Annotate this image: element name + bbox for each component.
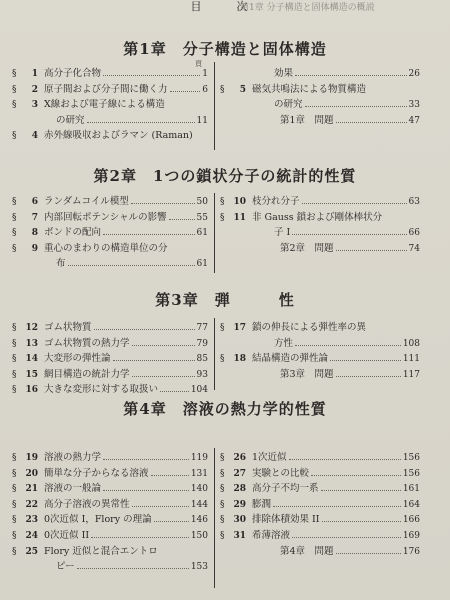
entry-title-cont: ピー <box>56 561 75 573</box>
section-number: 4 <box>31 131 38 142</box>
dot-leader <box>336 122 407 123</box>
dot-leader <box>292 537 401 538</box>
section-mark: § <box>12 453 17 463</box>
dot-leader <box>321 490 401 491</box>
section-mark: § <box>12 338 17 349</box>
dot-leader <box>94 329 195 330</box>
toc-entry <box>12 84 208 96</box>
page-number: 166 <box>402 515 420 526</box>
chapter-1-divider <box>214 62 215 150</box>
page-number: 47 <box>408 115 420 126</box>
dot-leader <box>68 265 195 266</box>
page-number: 111 <box>402 354 420 365</box>
dot-leader <box>336 250 407 251</box>
toc-entry <box>12 468 208 480</box>
section-number: 6 <box>31 197 38 207</box>
entry-title: 重心のまわりの構造単位の分 <box>44 242 168 254</box>
entry-title: 膨潤 <box>252 498 272 510</box>
section-mark: § <box>220 499 225 510</box>
section-mark: § <box>220 531 225 541</box>
toc-continuation <box>274 338 420 350</box>
entry-title: 結晶構造の弾性論 <box>252 353 329 365</box>
dot-leader <box>103 490 189 491</box>
entry-title: 溶液の一般論 <box>44 483 102 495</box>
entry-title: 希薄溶液 <box>252 530 291 541</box>
page-number: 11 <box>196 115 208 126</box>
entry-title: 網目構造の統計力学 <box>44 368 130 380</box>
section-mark: § <box>12 243 17 254</box>
section-mark: § <box>12 69 17 79</box>
page-number: 150 <box>190 531 208 541</box>
dot-leader <box>151 475 189 476</box>
page-number: 119 <box>190 453 208 463</box>
section-number: 16 <box>25 385 38 396</box>
entry-title: 0次近似 I，Flory の理論 <box>44 514 152 526</box>
section-number: 18 <box>233 354 246 365</box>
entry-title: 高分子化合物 <box>44 68 102 79</box>
toc-entry <box>220 84 420 96</box>
page-number: 104 <box>190 385 208 396</box>
entry-title: 大変形の弾性論 <box>44 353 111 365</box>
section-number: 21 <box>25 484 38 495</box>
dot-leader <box>113 360 195 361</box>
chapter-problems-line <box>280 546 420 558</box>
toc-entry <box>220 322 420 334</box>
toc-continuation <box>56 258 208 270</box>
section-number: 9 <box>31 243 38 254</box>
chapter-3-title: 第3章 弾 性 <box>155 291 295 309</box>
entry-title: 高分子不均一系 <box>252 483 319 495</box>
chapter-1-title: 第1章 分子構造と固体構造 <box>123 40 327 58</box>
section-mark: § <box>12 531 17 541</box>
dot-leader <box>132 506 189 507</box>
toc-entry <box>220 353 420 365</box>
page-number: 117 <box>402 369 420 380</box>
section-mark: § <box>220 515 225 526</box>
page-number: 161 <box>402 484 420 495</box>
toc-entry <box>12 514 208 526</box>
dot-leader <box>170 91 201 92</box>
toc-continuation <box>274 68 420 80</box>
page-header-faint: 第1章 分子構造と固体構造の概説 <box>240 3 375 12</box>
problems-label: 第3章 問題 <box>280 368 334 380</box>
page-number: 66 <box>408 228 420 239</box>
page-number: 26 <box>408 69 420 79</box>
page-number: 79 <box>196 338 208 349</box>
toc-entry <box>220 483 420 495</box>
section-number: 2 <box>31 84 38 95</box>
page-number: 108 <box>402 338 420 349</box>
section-mark: § <box>220 197 225 207</box>
entry-title: 大きな変形に対する取扱い <box>44 384 159 396</box>
section-mark: § <box>12 499 17 510</box>
entry-title-cont: 方性 <box>274 337 294 349</box>
entry-title: 1次近似 <box>252 452 287 463</box>
section-number: 31 <box>233 531 246 541</box>
page-number: 77 <box>196 323 208 333</box>
dot-leader <box>289 459 401 460</box>
toc-entry <box>12 546 208 558</box>
dot-leader <box>336 553 401 554</box>
section-number: 24 <box>25 531 38 541</box>
page-number: 85 <box>196 354 208 365</box>
dot-leader <box>103 459 189 460</box>
dot-leader <box>273 506 401 507</box>
page-mark: 頁 <box>195 60 202 68</box>
dot-leader <box>292 234 406 235</box>
problems-label: 第4章 問題 <box>280 545 334 557</box>
section-mark: § <box>12 84 17 95</box>
entry-title: 原子間および分子間に働く力 <box>44 83 168 95</box>
section-mark: § <box>12 323 17 333</box>
dot-leader <box>330 360 401 361</box>
section-mark: § <box>12 546 17 557</box>
section-number: 27 <box>233 468 246 479</box>
section-number: 13 <box>25 338 38 349</box>
toc-entry <box>220 452 420 464</box>
section-number: 29 <box>233 499 246 510</box>
section-number: 1 <box>31 69 38 79</box>
section-number: 5 <box>239 84 246 95</box>
entry-title: Flory 近似と混合エントロ <box>44 545 158 557</box>
entry-title-cont: の研究 <box>274 99 303 111</box>
page-number: 55 <box>196 212 208 223</box>
toc-entry <box>220 499 420 511</box>
chapter-2-divider <box>214 193 215 273</box>
entry-title: ランダムコイル模型 <box>44 196 129 207</box>
entry-title: 赤外線吸収およびラマン (Raman) <box>44 130 193 142</box>
section-number: 3 <box>31 100 38 111</box>
dot-leader <box>295 75 407 76</box>
section-mark: § <box>12 468 17 479</box>
section-number: 22 <box>25 499 38 510</box>
page-number: 144 <box>190 499 208 510</box>
page-number: 33 <box>408 100 420 111</box>
problems-label: 第1章 問題 <box>280 114 334 126</box>
entry-title: 溶液の熱力学 <box>44 452 102 463</box>
dot-leader <box>160 391 189 392</box>
dot-leader <box>77 568 189 569</box>
page-number: 61 <box>196 259 208 270</box>
page-number: 156 <box>402 453 420 463</box>
section-mark: § <box>12 212 17 223</box>
dot-leader <box>302 203 407 204</box>
toc-entry <box>12 369 208 381</box>
toc-entry <box>220 514 420 526</box>
entry-title: 磁気共鳴法による物質構造 <box>252 83 367 95</box>
section-number: 25 <box>25 546 38 557</box>
dot-leader <box>154 521 189 522</box>
toc-entry <box>12 68 208 80</box>
page-number: 74 <box>408 243 420 254</box>
page-number: 131 <box>190 468 208 479</box>
page-number: 146 <box>190 515 208 526</box>
page-number: 164 <box>402 499 420 510</box>
section-mark: § <box>12 484 17 495</box>
dot-leader <box>322 521 401 522</box>
page-number: 63 <box>408 197 420 207</box>
chapter-4-divider <box>214 448 215 588</box>
chapter-4-title: 第4章 溶液の熱力学的性質 <box>123 400 327 418</box>
entry-title: 簡単な分子からなる溶液 <box>44 467 149 479</box>
chapter-3-divider <box>214 318 215 390</box>
section-number: 20 <box>25 468 38 479</box>
dot-leader <box>311 475 401 476</box>
section-mark: § <box>12 228 17 239</box>
dot-leader <box>295 345 401 346</box>
toc-continuation <box>274 99 420 111</box>
section-number: 8 <box>31 228 38 239</box>
page-number: 169 <box>402 531 420 541</box>
dot-leader <box>87 122 195 123</box>
chapter-problems-line <box>280 243 420 255</box>
toc-entry <box>12 483 208 495</box>
chapter-problems-line <box>280 369 420 381</box>
entry-title-cont: 布 <box>56 258 66 270</box>
toc-entry <box>220 212 420 224</box>
entry-title: 高分子溶液の異常性 <box>44 498 130 510</box>
entry-title: 排除体積効果 II <box>252 514 320 526</box>
section-number: 26 <box>233 453 246 463</box>
section-number: 14 <box>25 354 38 365</box>
chapter-problems-line <box>280 115 420 127</box>
dot-leader <box>132 376 195 377</box>
page-number: 1 <box>202 69 208 79</box>
section-mark: § <box>12 515 17 526</box>
section-mark: § <box>220 468 225 479</box>
section-mark: § <box>12 385 17 396</box>
dot-leader <box>91 537 189 538</box>
section-mark: § <box>12 100 17 111</box>
entry-title-cont: 効果 <box>274 68 294 79</box>
toc-entry <box>12 499 208 511</box>
section-mark: § <box>220 453 225 463</box>
section-number: 19 <box>25 453 38 463</box>
toc-entry <box>12 196 208 208</box>
section-number: 7 <box>31 212 38 223</box>
toc-entry <box>12 452 208 464</box>
section-number: 12 <box>25 323 38 333</box>
entry-title: 鎖の伸長による弾性率の異 <box>252 322 367 333</box>
dot-leader <box>131 203 195 204</box>
section-mark: § <box>12 131 17 142</box>
problems-label: 第2章 問題 <box>280 242 334 254</box>
entry-title: 0次近似 II <box>44 530 90 541</box>
toc-entry <box>12 384 208 396</box>
section-mark: § <box>220 484 225 495</box>
section-mark: § <box>220 354 225 365</box>
toc-entry <box>220 530 420 542</box>
page-header: 目 次 <box>190 0 260 13</box>
dot-leader <box>103 234 195 235</box>
entry-title: X線および電子線による構造 <box>44 99 165 111</box>
section-mark: § <box>220 84 225 95</box>
section-mark: § <box>220 212 225 223</box>
section-mark: § <box>12 369 17 380</box>
page-number: 61 <box>196 228 208 239</box>
section-number: 11 <box>233 212 246 223</box>
entry-title-cont: 子 I <box>274 227 291 239</box>
section-number: 23 <box>25 515 38 526</box>
toc-entry <box>220 196 420 208</box>
entry-title: 内部回転ポテンシャルの影響 <box>44 211 167 223</box>
section-mark: § <box>12 197 17 207</box>
page-number: 50 <box>196 197 208 207</box>
entry-title: 枝分れ分子 <box>252 196 300 207</box>
page-number: 93 <box>196 369 208 380</box>
dot-leader <box>169 219 195 220</box>
chapter-2-title: 第2章 1つの鎖状分子の統計的性質 <box>93 167 357 185</box>
toc-continuation <box>274 227 420 239</box>
toc-entry <box>220 468 420 480</box>
entry-title: ゴム状物質の熱力学 <box>44 337 130 349</box>
page-number: 6 <box>202 84 208 95</box>
dot-leader <box>132 345 195 346</box>
toc-entry <box>12 130 208 142</box>
toc-continuation <box>56 561 208 573</box>
section-number: 28 <box>233 484 246 495</box>
page-number: 176 <box>402 546 420 557</box>
section-mark: § <box>220 323 225 333</box>
toc-entry <box>12 99 208 111</box>
page-number: 156 <box>402 468 420 479</box>
toc-entry <box>12 530 208 542</box>
entry-title: 非 Gauss 鎖および剛体棒状分 <box>252 211 383 223</box>
toc-entry <box>12 322 208 334</box>
section-number: 10 <box>233 197 246 207</box>
toc-entry <box>12 243 208 255</box>
section-number: 30 <box>233 515 246 526</box>
section-number: 15 <box>25 369 38 380</box>
dot-leader <box>336 376 401 377</box>
toc-entry <box>12 227 208 239</box>
toc-entry <box>12 338 208 350</box>
dot-leader <box>305 106 407 107</box>
page-number: 140 <box>190 484 208 495</box>
toc-continuation <box>56 115 208 127</box>
section-mark: § <box>12 354 17 365</box>
entry-title-cont: の研究 <box>56 114 85 126</box>
toc-entry <box>12 353 208 365</box>
entry-title: ボンドの配向 <box>44 227 102 239</box>
section-number: 17 <box>233 323 246 333</box>
page-number: 153 <box>190 562 208 573</box>
toc-entry <box>12 212 208 224</box>
entry-title: 実験との比較 <box>252 467 310 479</box>
entry-title: ゴム状物質 <box>44 322 92 333</box>
dot-leader <box>103 75 200 76</box>
